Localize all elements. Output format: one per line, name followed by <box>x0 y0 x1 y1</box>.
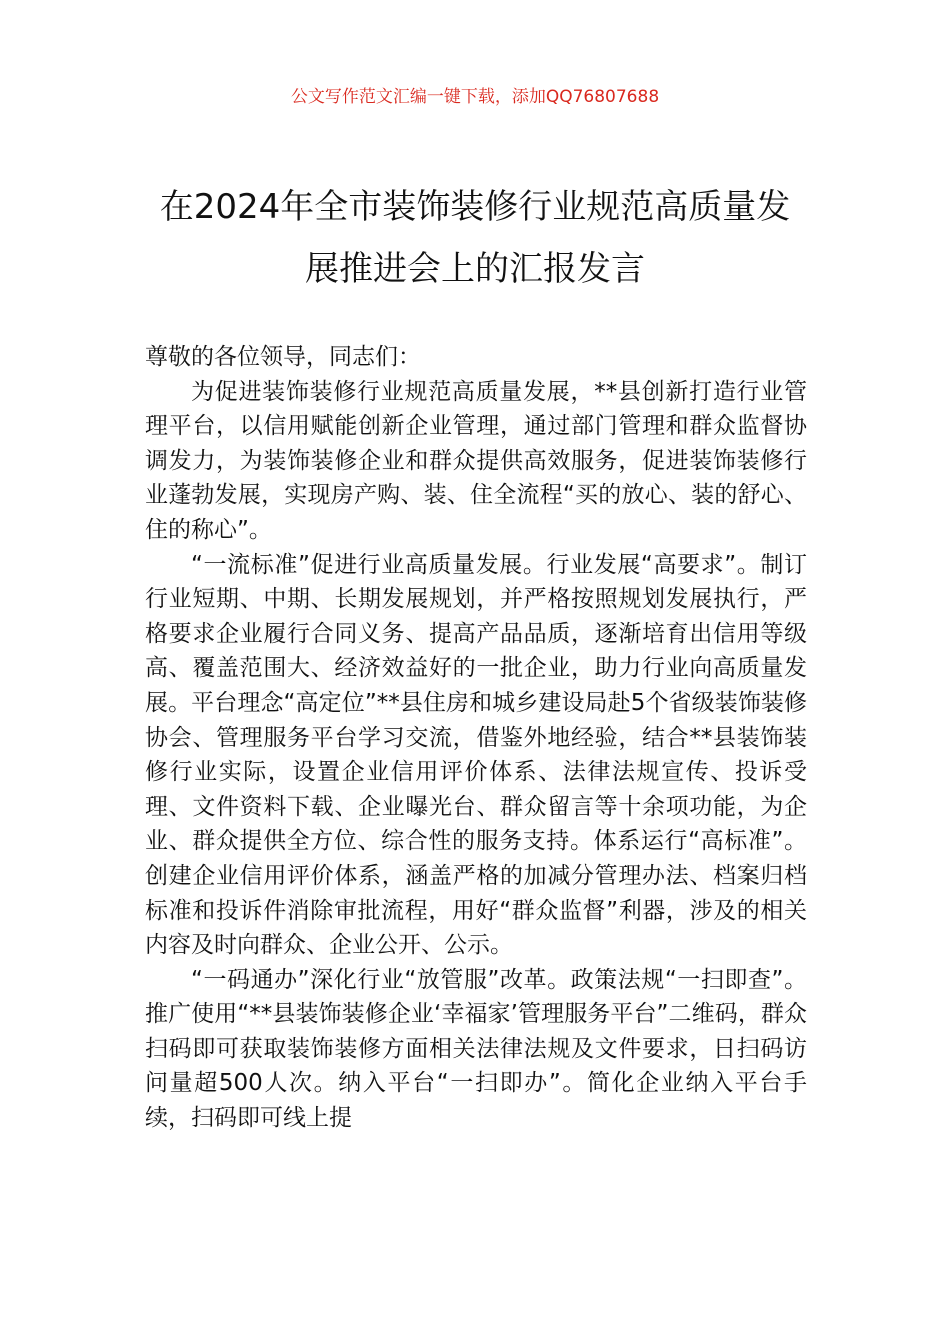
salutation: 尊敬的各位领导，同志们： <box>145 344 421 370</box>
title-line-2: 展推进会上的汇报发言 <box>305 249 645 289</box>
document-title <box>140 176 810 300</box>
document-body <box>145 340 807 1136</box>
title-line-1: 在2024年全市装饰装修行业规范高质量发 <box>159 187 791 227</box>
paragraph-intro: 为促进装饰装修行业规范高质量发展，**县创新打造行业管理平台，以信用赋能创新企业管理，通过部门管理和群众监督协调发力，为装饰装修企业和群众提供高效服务，促进装饰装修行业蓬勃发展，实现房产购、装、住全流程“买的放心、装的舒心、住的称心”。 <box>145 378 807 543</box>
header-ad-text: 公文写作范文汇编一键下载，添加QQ76807688 <box>290 87 660 107</box>
paragraph-standards: “一流标准”促进行业高质量发展。行业发展“高要求”。制订行业短期、中期、长期发展规划，并严格按照规划发展执行，严格要求企业履行合同义务、提高产品品质，逐渐培育出信用等级高、覆盖范围大、经济效益好的一批企业，助力行业向高质量发展。平台理念“高定位”**县住房和城乡建设局赴5个省级装饰装修协会、管理服务平台学习交流，借鉴外地经验，结合**县装饰装修行业实际，设置企业信用评价体系、法律法规宣传、投诉受理、文件资料下载、企业曝光台、群众留言等十余项功能，为企业、群众提供全方位、综合性的服务支持。体系运行“高标准”。创建企业信用评价体系，涵盖严格的加减分管理办法、档案归档标准和投诉件消除审批流程，用好“群众监督”利器，涉及的相关内容及时向群众、企业公开、公示。 <box>145 551 807 959</box>
paragraph-one-code: “一码通办”深化行业“放管服”改革。政策法规“一扫即查”。推广使用“**县装饰装修企业‘幸福家’管理服务平台”二维码，群众扫码即可获取装饰装修方面相关法律法规及文件要求，日扫码访问量超500人次。纳入平台“一扫即办”。简化企业纳入平台手续，扫码即可线上提 <box>145 966 807 1132</box>
